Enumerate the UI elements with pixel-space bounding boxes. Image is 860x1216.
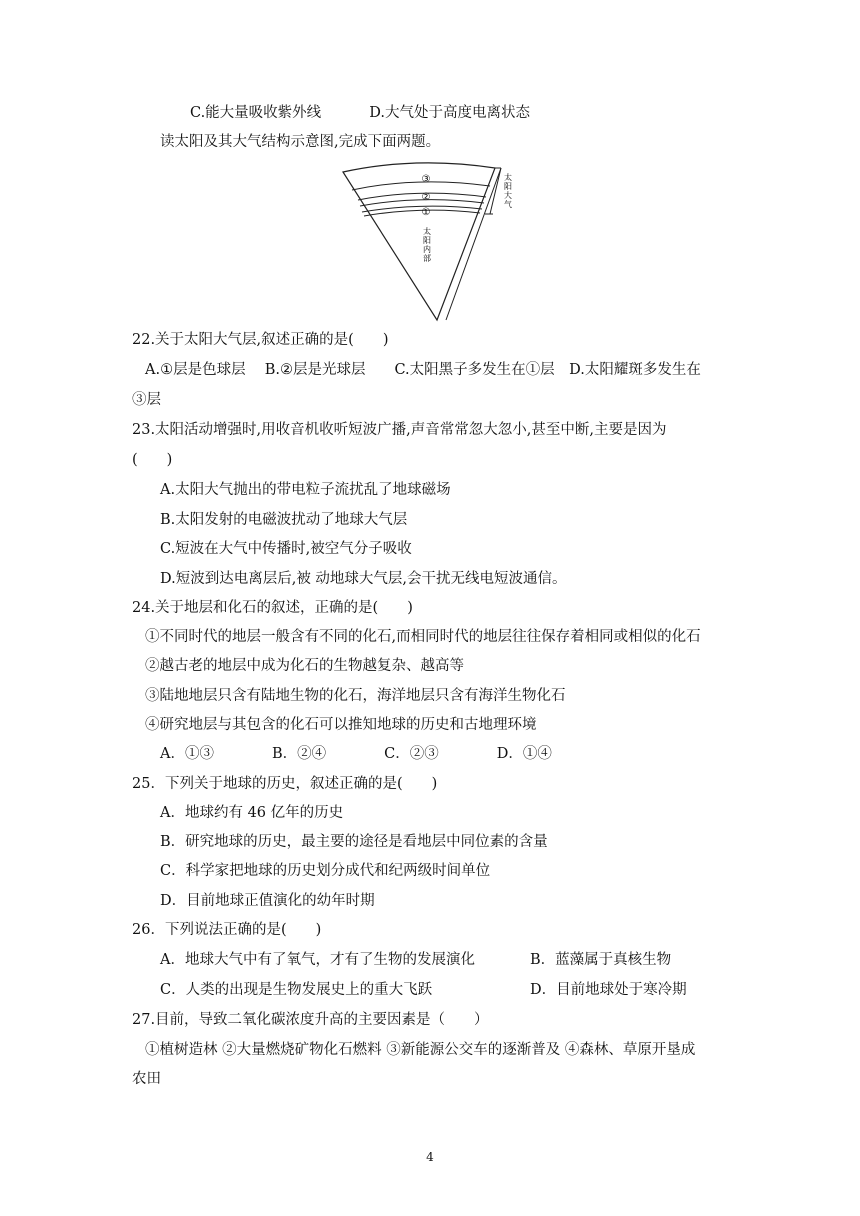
question-23: 23.太阳活动增强时,用收音机收听短波广播,声音常常忽大忽小,甚至中断,主要是因为: [132, 422, 667, 438]
text-line: C.能大量吸收紫外线 D.大气处于高度电离状态: [190, 105, 531, 121]
question-23-option-d: D.短波到达电离层后,被 动地球大气层,会干扰无线电短波通信。: [160, 571, 567, 587]
question-24-statement-3: ③陆地地层只含有陆地生物的化石，海洋地层只含有海洋生物化石: [145, 688, 566, 704]
interior-label: 太阳内部: [423, 227, 431, 263]
question-26-option-a: A．地球大气中有了氧气，才有了生物的发展演化: [160, 952, 475, 968]
question-23-option-a: A.太阳大气抛出的带电粒子流扰乱了地球磁场: [160, 482, 451, 498]
question-25: 25．下列关于地球的历史，叙述正确的是( ): [132, 776, 438, 792]
question-26-option-d: D．目前地球处于寒冷期: [530, 982, 687, 998]
layer-label-2: ②: [421, 192, 431, 203]
question-23-option-c: C.短波在大气中传播时,被空气分子吸收: [160, 541, 412, 557]
layer-label-1: ①: [421, 207, 431, 218]
question-22-options-cont: ③层: [132, 392, 161, 408]
question-27-statements-cont: 农田: [132, 1071, 161, 1087]
question-23-option-b: B.太阳发射的电磁波扰动了地球大气层: [160, 512, 408, 528]
layer-label-3: ③: [421, 174, 431, 185]
question-25-option-c: C．科学家把地球的历史划分成代和纪两级时间单位: [160, 863, 491, 879]
question-26: 26．下列说法正确的是( ): [132, 922, 322, 938]
sun-structure-diagram: [340, 160, 520, 325]
question-25-option-d: D．目前地球正值演化的幼年时期: [160, 893, 375, 909]
question-24-statement-1: ①不同时代的地层一般含有不同的化石,而相同时代的地层往往保存着相同或相似的化石: [145, 629, 701, 645]
question-27: 27.目前，导致二氧化碳浓度升高的主要因素是（ ）: [132, 1012, 489, 1028]
question-24-statement-4: ④研究地层与其包含的化石可以推知地球的历史和古地理环境: [145, 717, 537, 733]
question-23-paren: ( ): [132, 452, 173, 468]
question-27-statements: ①植树造林 ②大量燃烧矿物化石燃料 ③新能源公交车的逐渐普及 ④森林、草原开垦成: [145, 1042, 696, 1058]
question-22-options: A.①层是色球层 B.②层是光球层 C.太阳黑子多发生在①层 D.太阳耀斑多发生在: [145, 362, 701, 378]
atmosphere-arrow: [490, 168, 501, 214]
question-25-option-a: A．地球约有 46 亿年的历史: [160, 805, 344, 821]
question-26-option-c: C．人类的出现是生物发展史上的重大飞跃: [160, 982, 433, 998]
sector-outline: [343, 163, 495, 320]
question-24-options: A．①③ B．②④ C．②③ D．①④: [160, 746, 552, 762]
question-24-statement-2: ②越古老的地层中成为化石的生物越复杂、越高等: [145, 658, 464, 674]
question-25-option-b: B．研究地球的历史，最主要的途径是看地层中同位素的含量: [160, 834, 548, 850]
question-22: 22.关于太阳大气层,叙述正确的是( ): [132, 332, 389, 348]
page-number: 4: [426, 1150, 434, 1164]
atmosphere-label: 太阳大气: [504, 173, 512, 209]
text-line: 读太阳及其大气结构示意图,完成下面两题。: [160, 134, 441, 150]
question-24: 24.关于地层和化石的叙述，正确的是( ): [132, 600, 413, 616]
interior-arrow: [446, 168, 501, 320]
question-26-option-b: B．蓝藻属于真核生物: [530, 952, 672, 968]
